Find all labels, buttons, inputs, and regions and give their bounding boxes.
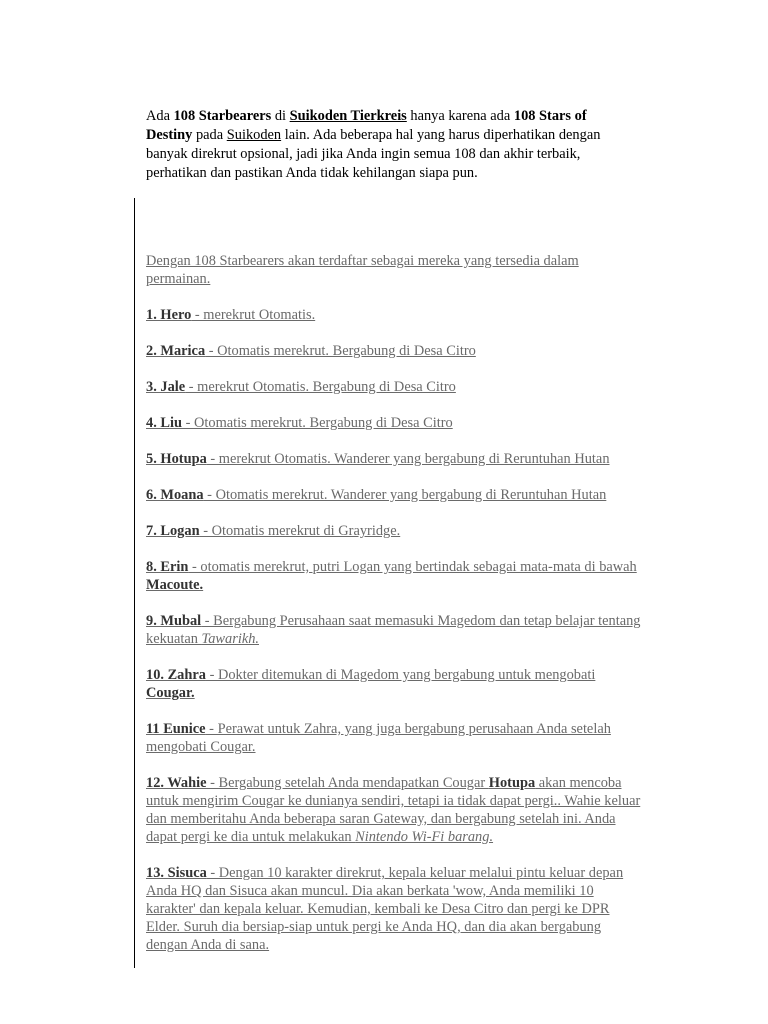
list-lead: Dengan 108 Starbearers akan terdaftar sebagai mereka yang tersedia dalam permainan. xyxy=(146,253,579,287)
list-item[interactable] xyxy=(146,864,646,954)
vertical-rule xyxy=(134,198,135,968)
list-item[interactable] xyxy=(146,306,646,324)
item-desc: - Dengan 10 karakter direkrut, kepala keluar melalui pintu keluar depan Anda HQ dan Sisuca akan muncul. Dia akan berkata 'wow, Anda memiliki 10 karakter' dan kepala keluar. Kemudian, kembali ke Desa Citro dan pergi ke DPR Elder. Suruh dia bersiap-siap untuk pergi ke Anda HQ, dan dia akan bergabung dengan Anda di sana. xyxy=(146,865,624,953)
item-desc: - merekrut Otomatis. xyxy=(191,307,316,323)
list-item[interactable] xyxy=(146,486,646,504)
item-name: 9. Mubal xyxy=(146,613,202,629)
list-item[interactable] xyxy=(146,720,646,756)
item-desc: - merekrut Otomatis. Wanderer yang bergabung di Reruntuhan Hutan xyxy=(206,451,610,467)
intro-text: lain. Ada beberapa hal yang harus diperhatikan dengan banyak direkrut opsional, jadi jika Anda ingin semua 108 dan akhir terbaik, perhatikan dan pastikan Anda tidak kehilangan siapa pun. xyxy=(146,127,601,181)
item-desc: - Otomatis merekrut. Bergabung di Desa Citro xyxy=(205,343,476,359)
item-bold-term: Macoute. xyxy=(146,577,204,593)
item-desc: - Bergabung Perusahaan saat memasuki Magedom dan tetap belajar tentang kekuatan xyxy=(146,613,641,647)
item-desc: akan mencoba untuk mengirim Cougar ke dunianya sendiri, tetapi ia tidak dapat pergi.. Wahie keluar dan memberitahu Anda beberapa saran Gateway, dan bergabung setelah ini. Anda dapat pergi ke dia untuk melakukan xyxy=(146,775,641,845)
list-item[interactable] xyxy=(146,342,646,360)
list-item[interactable] xyxy=(146,612,646,648)
item-desc: - Dokter ditemukan di Magedom yang bergabung untuk mengobati xyxy=(205,667,596,683)
intro-text: hanya karena ada xyxy=(406,108,514,124)
item-name: 13. Sisuca xyxy=(146,865,207,881)
item-name: 1. Hero xyxy=(146,307,192,323)
list-item[interactable] xyxy=(146,666,646,702)
list-item[interactable] xyxy=(146,558,646,594)
item-name: 5. Hotupa xyxy=(146,451,207,467)
intro-text: pada xyxy=(192,127,227,143)
list-item[interactable] xyxy=(146,378,646,396)
list-item[interactable] xyxy=(146,522,646,540)
item-name: 3. Jale xyxy=(146,379,186,395)
intro-text: di xyxy=(271,108,290,124)
item-name: 4. Liu xyxy=(146,415,182,431)
item-bold-term: Hotupa xyxy=(488,775,536,791)
link-suikoden[interactable]: Suikoden xyxy=(226,127,282,143)
item-name: 8. Erin xyxy=(146,559,189,575)
item-name: 2. Marica xyxy=(146,343,206,359)
item-name: 6. Moana xyxy=(146,487,204,503)
intro-bold-starbearers: 108 Starbearers xyxy=(173,108,272,124)
item-desc: - merekrut Otomatis. Bergabung di Desa Citro xyxy=(185,379,456,395)
link-suikoden-tierkreis[interactable]: Suikoden Tierkreis xyxy=(289,108,407,124)
list-item[interactable] xyxy=(146,774,646,846)
item-desc: - Otomatis merekrut. Wanderer yang bergabung di Reruntuhan Hutan xyxy=(203,487,607,503)
item-desc: - otomatis merekrut, putri Logan yang bertindak sebagai mata-mata di bawah xyxy=(188,559,637,575)
item-desc: - Otomatis merekrut di Grayridge. xyxy=(199,523,401,539)
item-bold-term: Cougar. xyxy=(146,685,195,701)
item-desc: - Bergabung setelah Anda mendapatkan Cougar xyxy=(206,775,489,791)
starbearer-list xyxy=(146,252,646,972)
item-name: 7. Logan xyxy=(146,523,200,539)
item-italic-term: Tawarikh. xyxy=(201,631,259,647)
intro-bold-stars-of-destiny: 108 Stars of Destiny xyxy=(146,108,587,143)
item-name: 12. Wahie xyxy=(146,775,207,791)
item-desc: - Otomatis merekrut. Bergabung di Desa Citro xyxy=(182,415,453,431)
intro-paragraph xyxy=(146,107,631,183)
item-name: 10. Zahra xyxy=(146,667,206,683)
list-item[interactable] xyxy=(146,450,646,468)
item-name: 11 Eunice xyxy=(146,721,206,737)
list-item[interactable] xyxy=(146,414,646,432)
item-italic-term: Nintendo Wi-Fi barang. xyxy=(355,829,494,845)
intro-text: Ada xyxy=(146,108,174,124)
item-desc: - Perawat untuk Zahra, yang juga bergabung perusahaan Anda setelah mengobati Cougar. xyxy=(146,721,611,755)
